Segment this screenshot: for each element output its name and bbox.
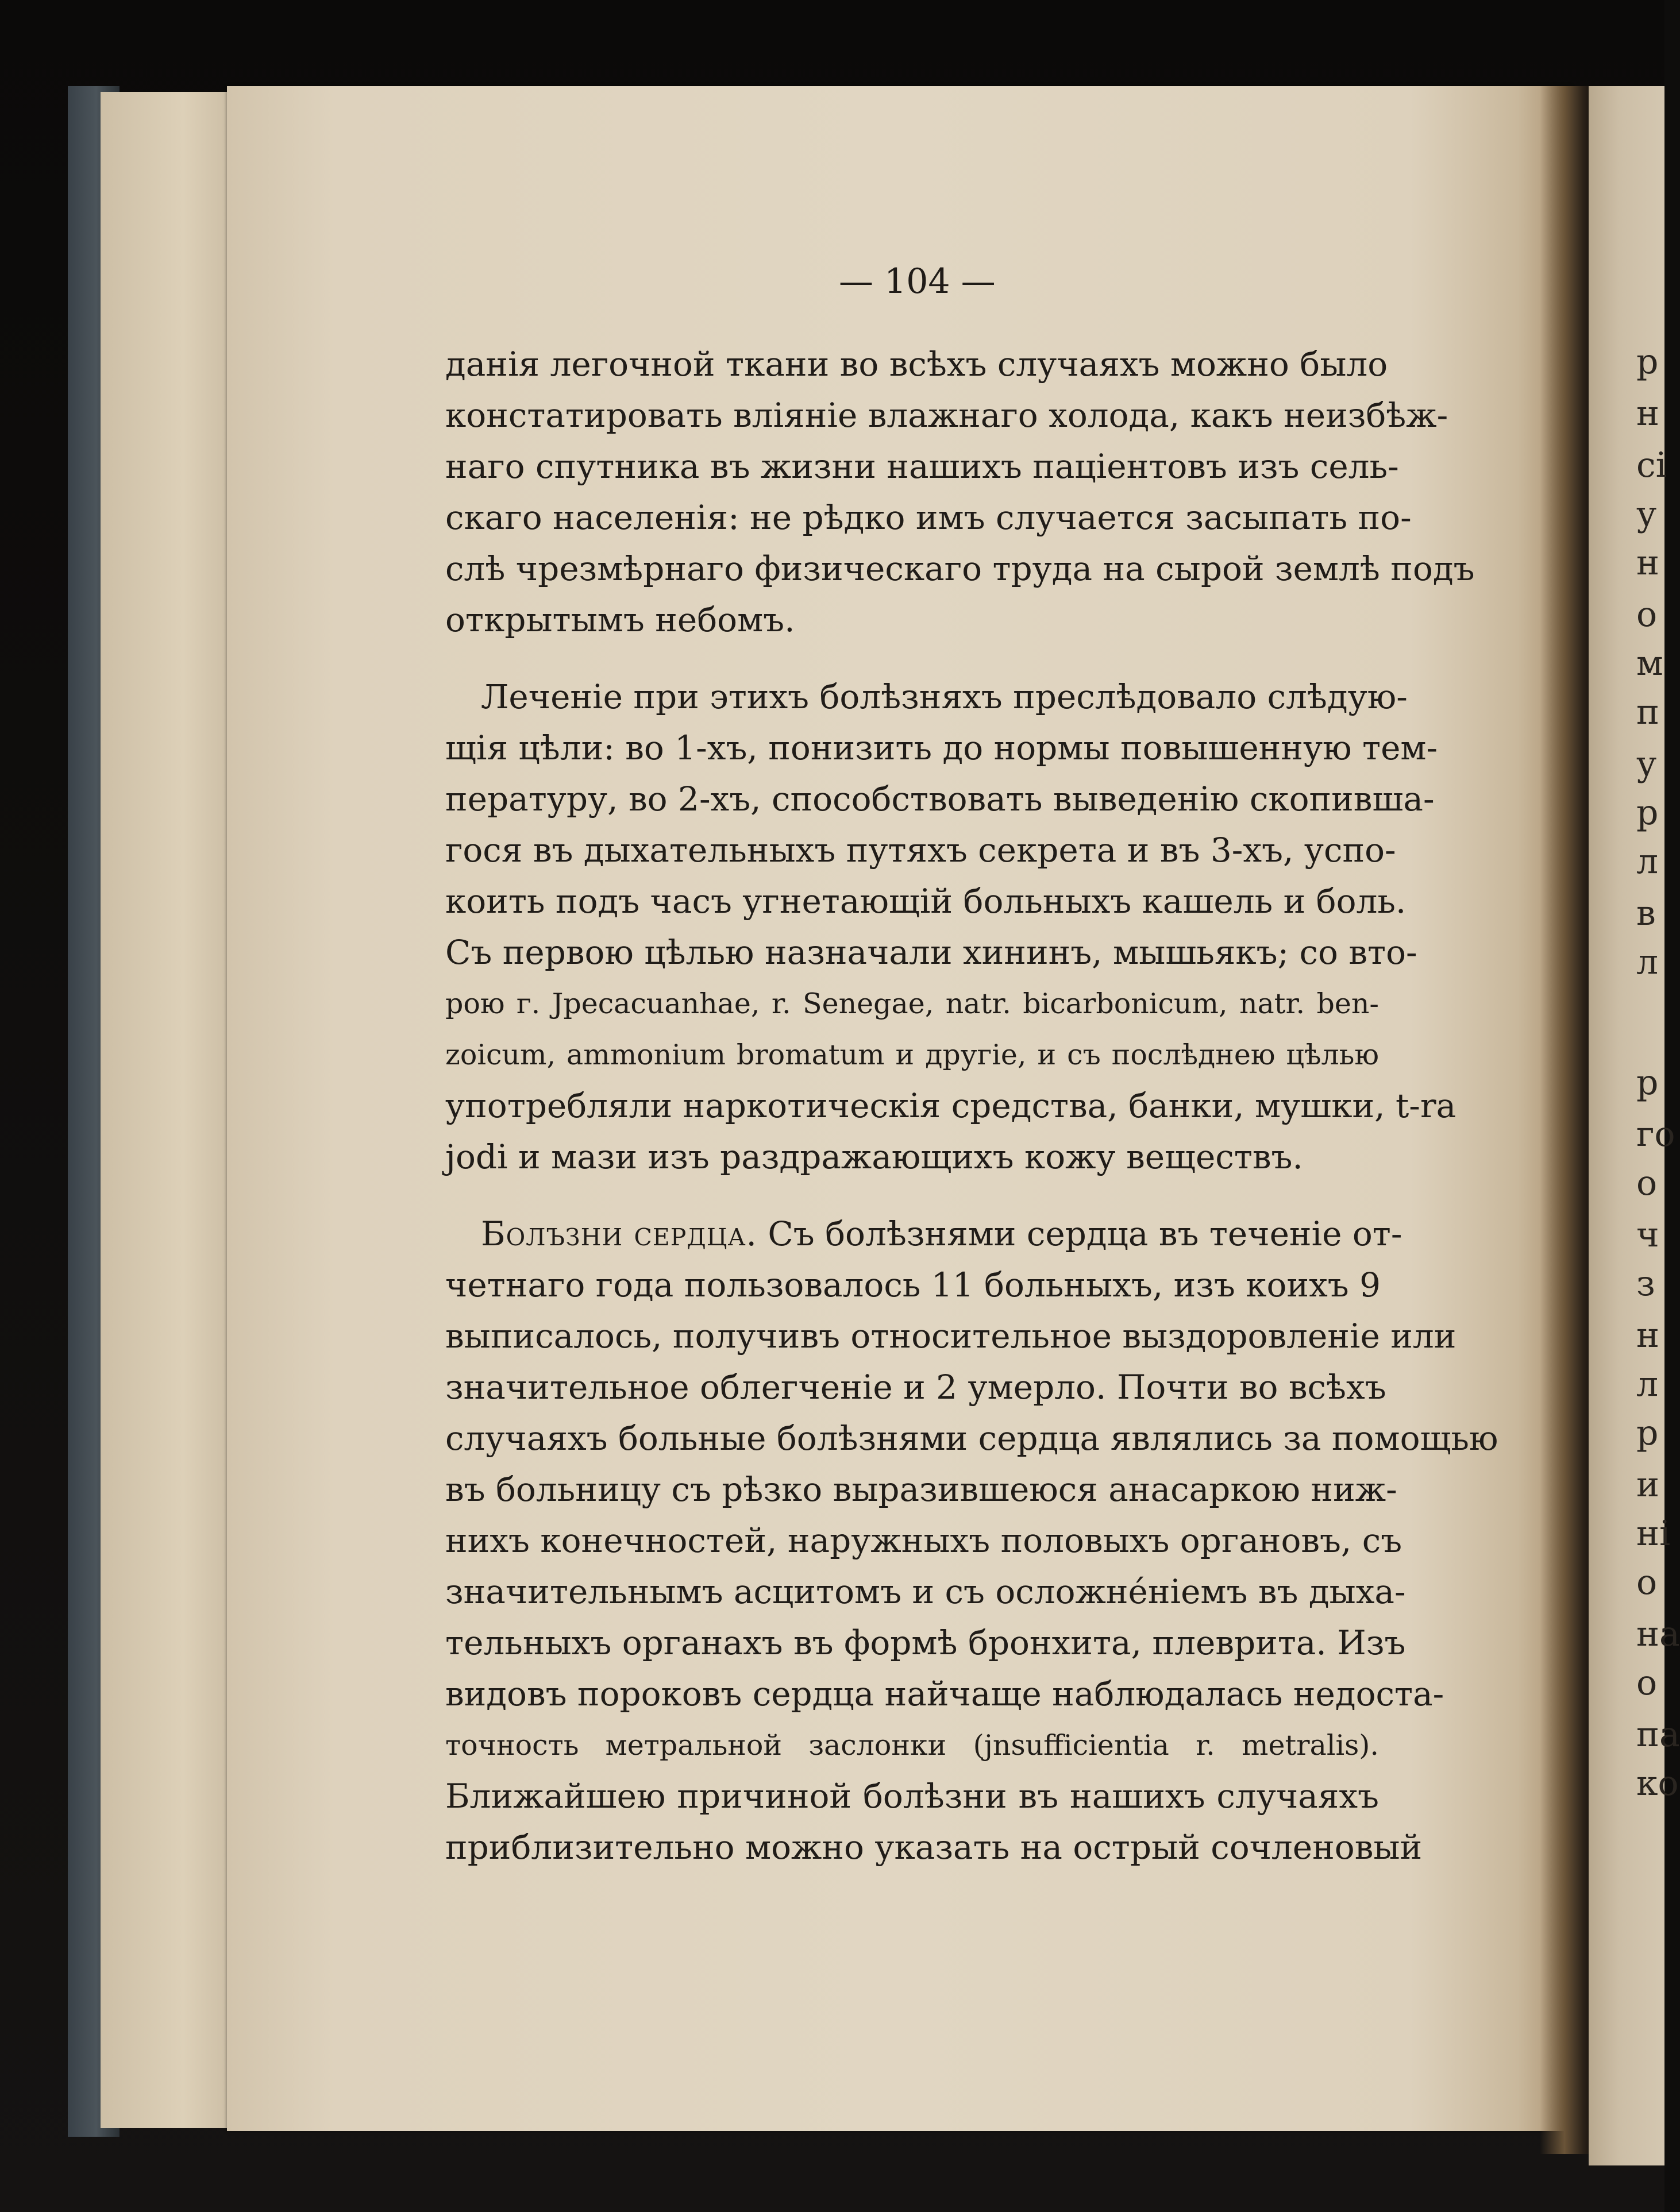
text-line: видовъ пороковъ сердца найчаще наблюдалась недоста- <box>445 1674 1444 1713</box>
left-page-edge <box>101 92 238 2128</box>
right-page-text-fragment: о <box>1636 1562 1658 1603</box>
right-page-text-fragment: л <box>1636 841 1659 882</box>
text-line: гося въ дыхательныхъ путяхъ секрета и въ 3-хъ, успо- <box>445 831 1396 870</box>
right-page-text-fragment: ні <box>1636 1514 1671 1554</box>
text-line <box>445 1209 1402 1260</box>
right-page-text-fragment: ко <box>1636 1763 1679 1804</box>
text-line: слѣ чрезмѣрнаго физическаго труда на сырой землѣ подъ <box>445 549 1475 588</box>
right-page-text-fragment: па <box>1636 1715 1680 1755</box>
right-page-text-fragment: на <box>1636 1614 1680 1654</box>
text-line: открытымъ небомъ. <box>445 600 795 639</box>
book-gutter-shadow <box>1540 86 1594 2154</box>
right-page-text-fragment: р <box>1636 342 1659 382</box>
text-line: рою г. Jpecacuanhae, r. Senegae, natr. bicarbonicum, natr. ben- <box>445 987 1379 1020</box>
text-line: приблизительно можно указать на острый сочленовый <box>445 1828 1423 1867</box>
text-line: наго спутника въ жизни нашихъ паціентовъ изъ сель- <box>445 447 1399 486</box>
right-page-text-fragment: у <box>1636 744 1657 784</box>
text-line: нихъ конечностей, наружныхъ половыхъ органовъ, съ <box>445 1521 1402 1560</box>
right-page-text-fragment: м <box>1636 643 1663 684</box>
right-page-text-fragment: и <box>1636 1465 1659 1505</box>
page-body-text <box>445 339 1498 1873</box>
text-line: значительное облегченіе и 2 умерло. Почти во всѣхъ <box>445 1368 1386 1407</box>
text-line: въ больницу съ рѣзко выразившеюся анасаркою ниж- <box>445 1470 1397 1509</box>
right-page-text-fragment: го <box>1636 1114 1675 1155</box>
text-line: скаго населенія: не рѣдко имъ случается засыпать по- <box>445 498 1412 537</box>
text-line: Ближайшею причиной болѣзни въ нашихъ случаяхъ <box>445 1777 1379 1816</box>
text-line: констатировать вліяніе влажнаго холода, какъ неизбѣж- <box>445 396 1448 435</box>
right-page-text-fragment: сі <box>1636 445 1667 485</box>
right-page-text-fragment: н <box>1636 543 1659 583</box>
right-page-text-fragment: р <box>1636 1063 1659 1103</box>
right-page-text-fragment: о <box>1636 595 1658 635</box>
page-number: — 104 — <box>839 261 996 302</box>
right-page-text-fragment: л <box>1636 942 1659 982</box>
right-page-text-fragment: у <box>1636 494 1657 534</box>
paragraph-gap <box>445 646 1379 671</box>
right-page-text-fragment: н <box>1636 1315 1659 1356</box>
text-line: щія цѣли: во 1-хъ, понизить до нормы повышенную тем- <box>445 728 1438 767</box>
text-line: употребляли наркотическія средства, банки, мушки, t-ra <box>445 1086 1456 1125</box>
right-page-text-fragment: в <box>1636 893 1656 933</box>
text-line: значительнымъ асцитомъ и съ осложнéніемъ въ дыха- <box>445 1572 1406 1611</box>
text-line: zoicum, ammonium bromatum и другіе, и съ послѣднею цѣлью <box>445 1039 1379 1071</box>
text-line: четнаго года пользовалось 11 больныхъ, изъ коихъ 9 <box>445 1265 1381 1304</box>
right-page-text-fragment: р <box>1636 793 1659 833</box>
right-page-text-fragment: о <box>1636 1163 1658 1203</box>
text-line: jodi и мази изъ раздражающихъ кожу веществъ. <box>445 1137 1303 1176</box>
right-page-text-fragment: о <box>1636 1663 1658 1703</box>
text-line: точность метральной заслонки (jnsufficientia r. metralis). <box>445 1729 1379 1762</box>
right-page-text-fragment: п <box>1636 692 1659 732</box>
paragraph-gap <box>445 1183 1379 1209</box>
section-heading: Болъзни сердца. <box>481 1214 757 1253</box>
text-line: выписалось, получивъ относительное выздоровленіе или <box>445 1317 1456 1356</box>
text-line: случаяхъ больные болѣзнями сердца являлись за помощью <box>445 1419 1498 1458</box>
right-page-text-fragment: ч <box>1636 1215 1659 1255</box>
right-page-text-fragment: н <box>1636 393 1659 434</box>
text-line-rest: Съ болѣзнями сердца въ теченіе от- <box>768 1214 1402 1253</box>
right-page-text-fragment: л <box>1636 1364 1659 1404</box>
right-page-text-fragment: з <box>1636 1264 1655 1304</box>
text-line: тельныхъ органахъ въ формѣ бронхита, плеврита. Изъ <box>445 1623 1406 1662</box>
text-line: коить подъ часъ угнетающій больныхъ кашель и боль. <box>445 882 1407 921</box>
text-line: пературу, во 2-хъ, способствовать выведенію скопивша- <box>445 779 1435 819</box>
text-line: Съ первою цѣлью назначали хининъ, мышьякъ; со вто- <box>445 933 1417 972</box>
text-line: данія легочной ткани во всѣхъ случаяхъ можно было <box>445 345 1388 384</box>
right-page-text-fragment: р <box>1636 1413 1659 1453</box>
text-line: Леченіе при этихъ болѣзняхъ преслѣдовало слѣдую- <box>481 677 1408 716</box>
